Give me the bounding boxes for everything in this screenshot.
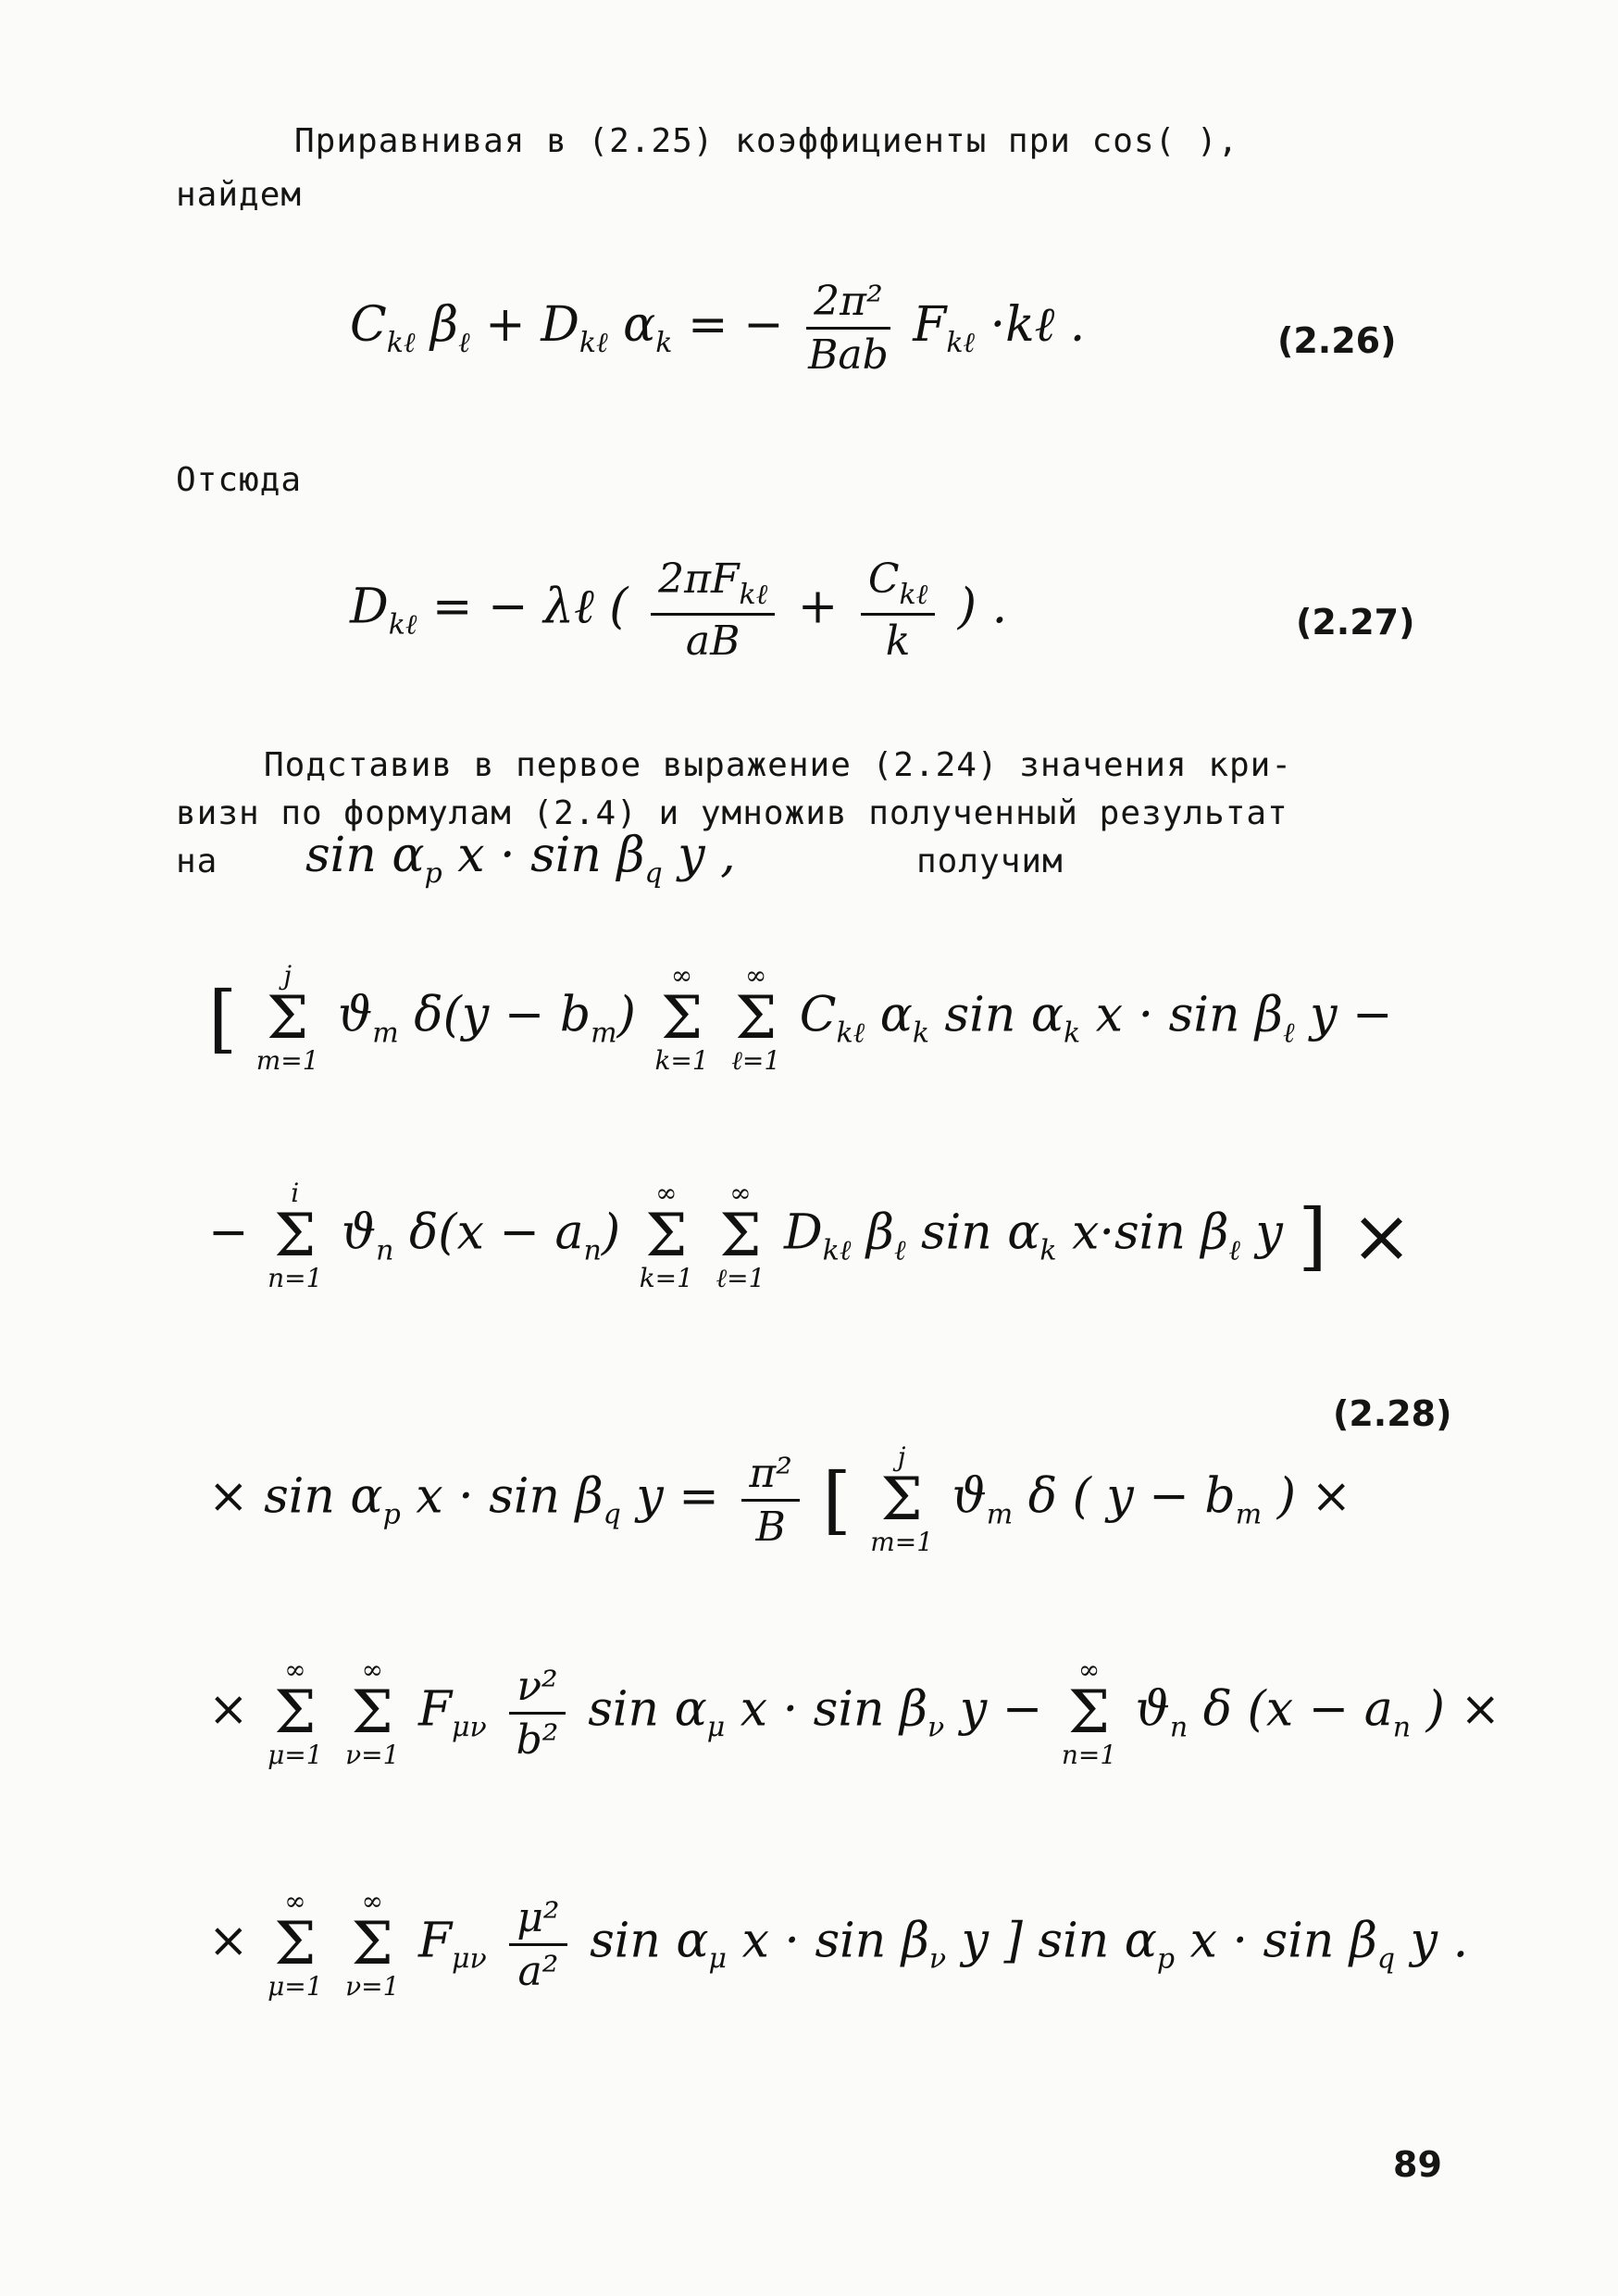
equation-2-27: $D_{k\ell}$ = − λℓ ( $\frac{2\pi F_{k\ell}}{aB}$ + $\frac{C_{k\ell}}{k}$ ) .: [350, 555, 1008, 665]
paragraph-3-line-3-suffix: получим: [916, 842, 1064, 880]
equation-2-28-line-4: × ∞ Σ μ=1 ∞ Σ ν=1 $F_{\mu\nu}$ $\frac{\text{ν²}}{\text{b²}}$ $\sin \alpha_\mu$ $x \cdot \sin \beta_\nu$ y − ∞ Σ n=1 $ϑ_n$ δ ($x - a_n$ ) ×: [208, 1654, 1501, 1770]
equation-number-2-28: (2.28): [1333, 1393, 1452, 1434]
multiplier-expression: $\sin \alpha_p$ $x \cdot \sin \beta_q$ y ,: [305, 828, 736, 890]
equation-2-28-line-5: × ∞ Σ μ=1 ∞ Σ ν=1 $F_{\mu\nu}$ $\frac{\text{μ²}}{\text{a²}}$ $\sin \alpha_\mu$ $x \cdot \sin \beta_\nu$ y ] $\sin \alpha_p$ $x \cdot \sin \beta_q$ y .: [208, 1886, 1469, 2002]
equation-2-28-line-1: [ j Σ m=1 $ϑ_m$ $\delta(y - b_m)$ ∞ Σ k=1 ∞ Σ ℓ=1 $C_{k\ell}$ $\alpha_k$ $\sin \alpha_k$ $x \cdot \sin \beta_\ell$ y −: [208, 960, 1393, 1076]
equation-number-2-26: (2.26): [1277, 320, 1397, 361]
paragraph-3-line-1: Подставив в первое выражение (2.24) значения кри-: [264, 746, 1293, 784]
page-number: 89: [1393, 2144, 1442, 2185]
equation-2-28-line-2: − i Σ n=1 $ϑ_n$ $\delta(x - a_n)$ ∞ Σ k=1 ∞ Σ ℓ=1 $D_{k\ell}$ $\beta_\ell$ $\sin \alpha_k$ x·sin $\beta_\ell$ y ] ×: [208, 1178, 1413, 1293]
paragraph-3-line-3-prefix: на: [176, 842, 218, 880]
paragraph-2: Отсюда: [176, 461, 303, 499]
paragraph-1-line-2: найдем: [176, 176, 303, 214]
equation-2-28-line-3: × $\sin \alpha_p$ $x \cdot \sin \beta_q$ y = $\frac{\text{π²}}{B}$ [ j Σ m=1 $ϑ_m$ δ ( $y - b_m$ ) ×: [208, 1441, 1352, 1557]
equation-number-2-27: (2.27): [1296, 602, 1415, 643]
equation-2-26: $C_{k\ell}$ $\beta_\ell + D_{k\ell}$ $\alpha_k$ = − $\frac{\text{2π²}}{\text{Bab}}$ $F_{k\ell}$ ·kℓ .: [350, 278, 1086, 379]
paragraph-1-line-1: Приравнивая в (2.25) коэффициенты при cos( ),: [294, 122, 1239, 160]
paragraph-3-line-2: визн по формулам (2.4) и умножив полученный результат: [176, 794, 1288, 832]
